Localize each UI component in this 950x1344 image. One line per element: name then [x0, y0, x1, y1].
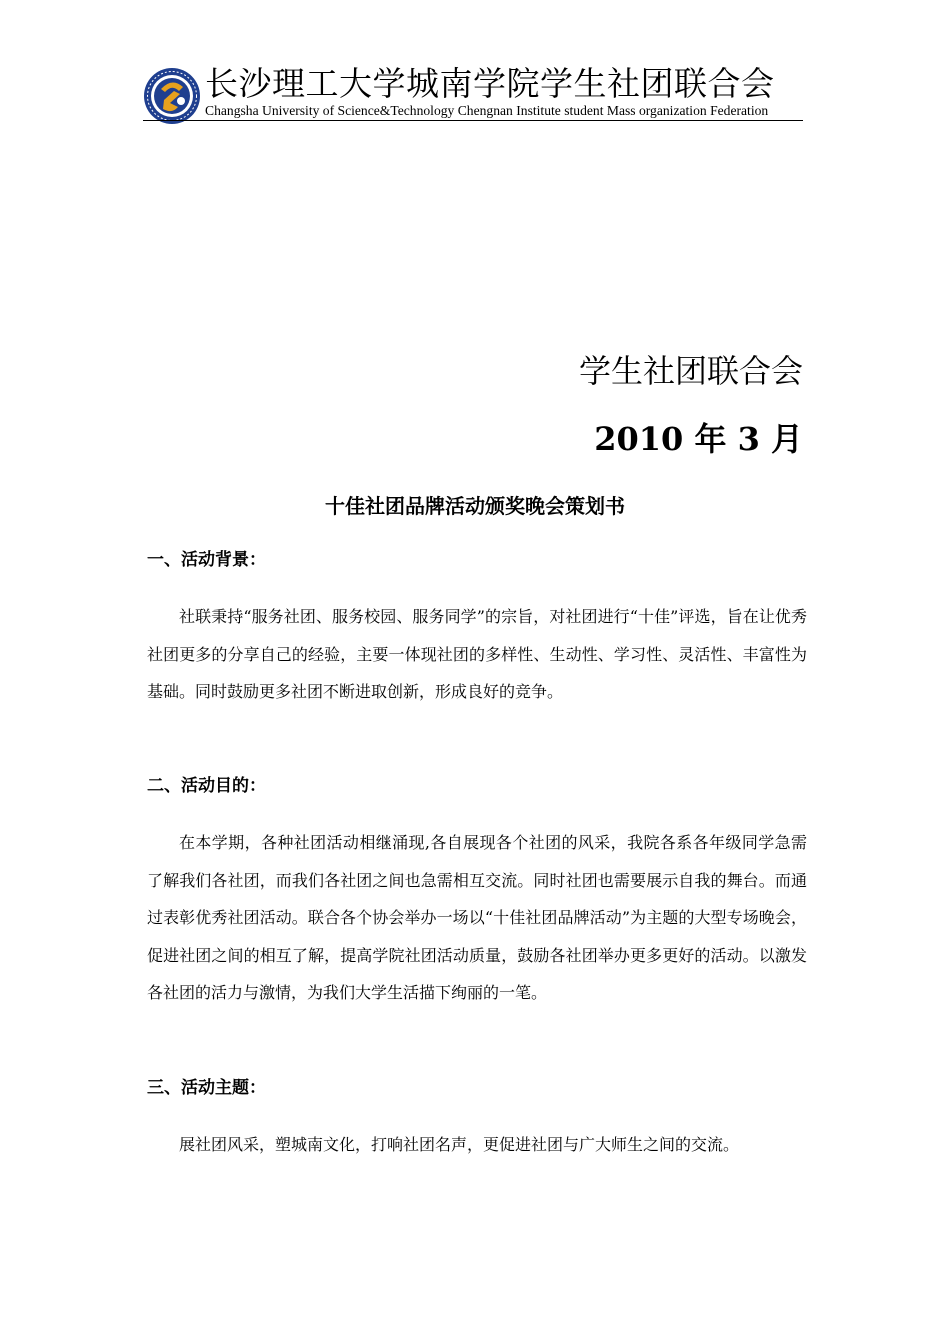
federation-seal-icon [143, 67, 201, 125]
section-body-theme: 展社团风采，塑城南文化，打响社团名声，更促进社团与广大师生之间的交流。 [179, 1135, 740, 1154]
institution-title: 长沙理工大学城南学院学生社团联合会 [205, 64, 775, 103]
section-heading-theme: 三、活动主题： [147, 1078, 266, 1098]
cover-organization: 学生社团联合会 [578, 352, 803, 390]
section-heading-purpose: 二、活动目的： [147, 776, 266, 796]
section-body-purpose: 在本学期，各种社团活动相继涌现,各自展现各个社团的风采，我院各系各年级同学急需了解我们各社团，而我们各社团之间也急需相互交流。同时社团也需要展示自我的舞台。而通过表彰优秀社团活动。联合各个协会举办一场以“十佳社团品牌活动”为主题的大型专场晚会，促进社团之间的相互了解，提高学院社团活动质量，鼓励各社团举办更多更好的活动。以激发各社团的活力与激情，为我们大学生活描下绚丽的一笔。 [147, 833, 807, 1002]
section-body-background: 社联秉持“服务社团、服务校园、服务同学”的宗旨，对社团进行“十佳”评选，旨在让优秀社团更多的分享自己的经验，主要一体现社团的多样性、生动性、学习性、灵活性、丰富性为基础。同时鼓励更多社团不断进取创新，形成良好的竞争。 [147, 607, 807, 701]
document-title: 十佳社团品牌活动颁奖晚会策划书 [325, 494, 625, 518]
cover-date: 2010 年 3 月 [594, 420, 803, 458]
letterhead [143, 62, 803, 126]
institution-subtitle: Changsha University of Science&Technology Chengnan Institute student Mass organization Federation [205, 103, 769, 118]
section-heading-background: 一、活动背景： [147, 550, 266, 570]
header-divider [143, 120, 803, 121]
